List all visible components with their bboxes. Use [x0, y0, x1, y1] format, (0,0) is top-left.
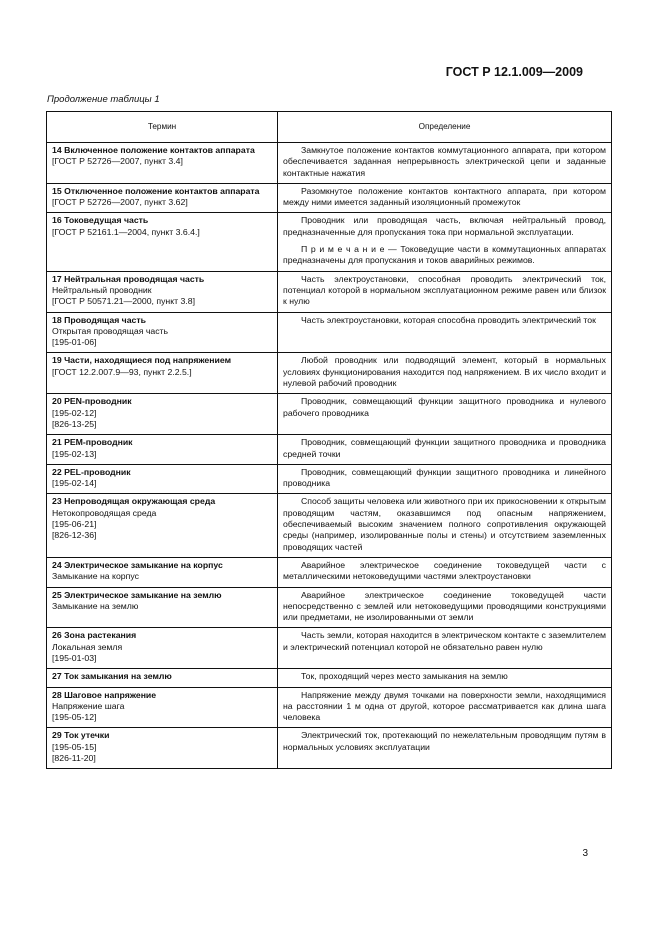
- term-cell: [47, 587, 278, 628]
- term-reference: [826-12-36]: [52, 530, 97, 541]
- term-reference: [195-02-13]: [52, 448, 97, 459]
- term-title: 29 Ток утечки: [52, 730, 110, 741]
- term-synonym: Напряжение шага: [52, 700, 125, 711]
- table-row: [47, 669, 612, 687]
- definition-text: Способ защиты человека или животного при их прикосновении к открытым проводящим частям, оказавшимся под опасным напряжением, обеспечиваемый высоким значением полного сопротивления окружающей среды (например, изолированные полы и стены) и отсутствием заземленных проводящих частей: [283, 496, 606, 552]
- table-row: [47, 353, 612, 394]
- term-cell: [47, 669, 278, 687]
- term-title: 15 Отключенное положение контактов аппарата: [52, 185, 260, 196]
- term-reference: [ГОСТ Р 50571.21—2000, пункт 3.8]: [52, 296, 196, 307]
- term-reference: Замыкание на землю: [52, 600, 139, 611]
- term-cell: [47, 494, 278, 557]
- term-title: 20 PEN-проводник: [52, 396, 132, 407]
- definition-cell: [278, 183, 612, 213]
- term-title: 14 Включенное положение контактов аппарата: [52, 145, 255, 155]
- table-row: [47, 271, 612, 312]
- definition-text: Напряжение между двумя точками на поверхности земли, находящимися на расстоянии 1 м одна от другой, которое рассматривается как длина шага человека: [283, 689, 606, 723]
- definition-cell: [278, 394, 612, 435]
- definition-cell: [278, 587, 612, 628]
- term-synonym: Открытая проводящая часть: [52, 325, 169, 336]
- terms-table: [46, 111, 612, 769]
- definition-text: Проводник, совмещающий функции защитного проводника и линейного проводника: [283, 466, 606, 489]
- term-reference: [195-01-03]: [52, 652, 97, 663]
- definition-text: Проводник или проводящая часть, включая нейтральный провод, предназначенные для пропускания тока при нормальной эксплуатации.: [283, 215, 606, 237]
- term-cell: [47, 353, 278, 394]
- definition-cell: [278, 143, 612, 184]
- term-reference: [826-11-20]: [52, 753, 96, 764]
- definition-cell: [278, 312, 612, 353]
- table-row: [47, 464, 612, 494]
- term-title: 21 PEM-проводник: [52, 437, 133, 448]
- table-row: [47, 143, 612, 184]
- table-row: [47, 587, 612, 628]
- term-reference: [195-02-14]: [52, 478, 97, 489]
- table-row: [47, 687, 612, 728]
- page-number: 3: [582, 848, 588, 859]
- definition-cell: [278, 728, 612, 769]
- definition-cell: [278, 213, 612, 271]
- term-title: 22 PEL-проводник: [52, 466, 131, 477]
- table-row: [47, 312, 612, 353]
- term-title: 28 Шаговое напряжение: [52, 689, 157, 700]
- term-cell: [47, 628, 278, 669]
- term-reference: [ГОСТ 12.2.007.9—93, пункт 2.2.5.]: [52, 366, 192, 377]
- definition-cell: [278, 494, 612, 557]
- term-reference: [ГОСТ Р 52161.1—2004, пункт 3.6.4.]: [52, 226, 200, 237]
- term-cell: [47, 728, 278, 769]
- definition-text: Проводник, совмещающий функции защитного проводника и проводника средней точки: [283, 437, 606, 459]
- definition-cell: [278, 628, 612, 669]
- table-row: [47, 557, 612, 587]
- definition-text: Аварийное электрическое соединение токоведущей части с металлическими нетоковедущими частями электроустановки: [283, 559, 606, 582]
- definition-cell: [278, 353, 612, 394]
- term-synonym: Нетокопроводящая среда: [52, 507, 157, 518]
- term-cell: [47, 183, 278, 213]
- table-caption: Продолжение таблицы 1: [47, 94, 160, 105]
- term-reference: [826-13-25]: [52, 418, 97, 429]
- term-title: 16 Токоведущая часть: [52, 215, 149, 226]
- table-header-row: [47, 112, 612, 143]
- definition-text: Часть электроустановки, которая способна проводить электрический ток: [301, 314, 596, 325]
- term-cell: [47, 143, 278, 184]
- definition-cell: [278, 464, 612, 494]
- table-row: [47, 494, 612, 557]
- term-cell: [47, 394, 278, 435]
- definition-cell: [278, 557, 612, 587]
- definition-cell: [278, 687, 612, 728]
- definition-text: Ток, проходящий через место замыкания на землю: [301, 671, 508, 682]
- term-synonym: Нейтральный проводник: [52, 284, 152, 295]
- table-row: [47, 628, 612, 669]
- term-synonym: [195-06-21]: [52, 519, 97, 530]
- table-row: [47, 435, 612, 465]
- term-cell: [47, 435, 278, 465]
- term-reference: [195-01-06]: [52, 337, 97, 348]
- term-cell: [47, 464, 278, 494]
- definition-text: Электрический ток, протекающий по нежелательным проводящим путям в нормальных условиях эксплуатации: [283, 730, 606, 752]
- term-cell: [47, 312, 278, 353]
- term-reference: [195-05-12]: [52, 712, 97, 723]
- table-row: [47, 394, 612, 435]
- term-cell: [47, 213, 278, 271]
- definition-cell: [278, 271, 612, 312]
- table-row: [47, 183, 612, 213]
- term-title: 23 Непроводящая окружающая среда: [52, 496, 216, 507]
- definition-text: Разомкнутое положение контактов контактного аппарата, при котором между ними имеется заданный изоляционный промежуток: [283, 185, 606, 208]
- definition-text: Часть земли, которая находится в электрическом контакте с заземлителем и электрический потенциал которой не обязательно равен нулю: [283, 630, 606, 652]
- term-synonym: [195-05-15]: [52, 741, 97, 752]
- table-row: [47, 728, 612, 769]
- term-cell: [47, 271, 278, 312]
- term-title: 24 Электрическое замыкание на корпус: [52, 559, 223, 570]
- term-title: 27 Ток замыкания на землю: [52, 671, 172, 682]
- term-reference: Замыкание на корпус: [52, 571, 139, 582]
- term-title: 18 Проводящая часть: [52, 314, 146, 325]
- definition-text: Любой проводник или подводящий элемент, который в нормальных условиях функционирования находится под напряжением. В их число входит и нулевой рабочий проводник: [283, 355, 606, 389]
- term-title: 19 Части, находящиеся под напряжением: [52, 355, 232, 366]
- table-row: [47, 213, 612, 271]
- definition-text: Проводник, совмещающий функции защитного проводника и нулевого рабочего проводника: [283, 396, 606, 418]
- term-title: 25 Электрическое замыкание на землю: [52, 589, 222, 600]
- column-header-term: Термин: [47, 112, 278, 143]
- term-reference: [ГОСТ Р 52726—2007, пункт 3.4]: [52, 156, 183, 167]
- term-synonym: [195-02-12]: [52, 407, 97, 418]
- definition-text: Часть электроустановки, способная проводить электрический ток, потенциал которой в нормальном эксплуатационном режиме равен или близок к нулю: [283, 273, 606, 307]
- table-body: [47, 143, 612, 769]
- definition-note: П р и м е ч а н и е — Токоведущие части в коммутационных аппаратах предназначены для пропускания и токов аварийных режимов.: [283, 244, 606, 266]
- term-reference: [ГОСТ Р 52726—2007, пункт 3.62]: [52, 197, 188, 208]
- definition-cell: [278, 669, 612, 687]
- term-cell: [47, 687, 278, 728]
- column-header-definition: Определение: [278, 112, 612, 143]
- definition-text: Аварийное электрическое соединение токоведущей части непосредственно с землей или нетоковедущими проводящими конструкциями или предметами, не изолированными от земли: [283, 589, 606, 623]
- definition-text: Замкнутое положение контактов коммутационного аппарата, при котором обеспечивается заданная непрерывность электрической цепи и заданные контактные нажатия: [283, 145, 606, 178]
- document-header: ГОСТ Р 12.1.009—2009: [445, 65, 583, 79]
- term-cell: [47, 557, 278, 587]
- term-title: 26 Зона растекания: [52, 630, 137, 641]
- term-title: 17 Нейтральная проводящая часть: [52, 273, 205, 284]
- term-synonym: Локальная земля: [52, 641, 123, 652]
- definition-cell: [278, 435, 612, 465]
